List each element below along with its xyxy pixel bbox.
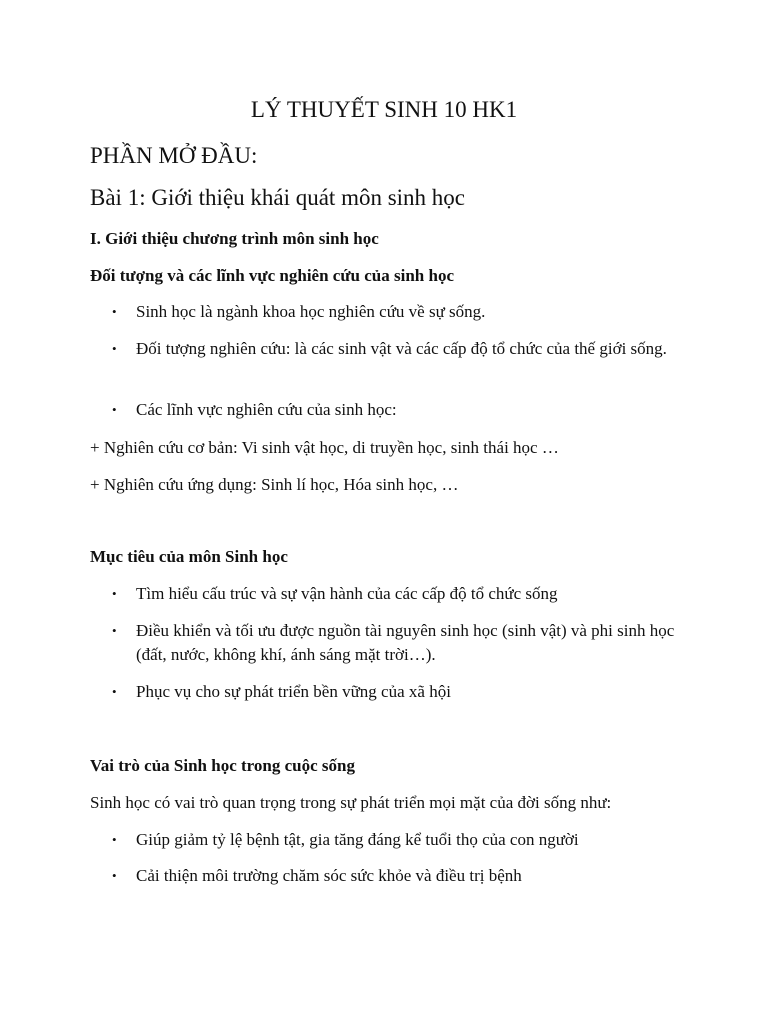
section-2-bullet-list-3 [90,680,690,704]
list-item: • Cải thiện môi trường chăm sóc sức khỏe và điều trị bệnh [90,864,690,888]
section-1-bullet-list-2 [90,337,690,361]
lesson-heading: Bài 1: Giới thiệu khái quát môn sinh học [90,185,466,210]
list-item: • Sinh học là ngành khoa học nghiên cứu về sự sống. [90,300,690,324]
document-title: LÝ THUYẾT SINH 10 HK1 [250,97,518,122]
part-heading: PHẦN MỞ ĐẦU: [90,143,258,168]
section-1-subheading: Đối tượng và các lĩnh vực nghiên cứu của sinh học [90,266,455,285]
list-item: • Giúp giảm tỷ lệ bệnh tật, gia tăng đáng kể tuổi thọ của con người [90,828,690,852]
list-item: • Đối tượng nghiên cứu: là các sinh vật và các cấp độ tổ chức của thế giới sống. [90,337,690,361]
research-line-basic: + Nghiên cứu cơ bản: Vi sinh vật học, di truyền học, sinh thái học … [90,438,559,457]
section-3-bullet-list-2 [90,864,690,888]
section-1-bullet-list [90,300,690,337]
list-item: • Các lĩnh vực nghiên cứu của sinh học: [90,398,690,422]
section-2-bullet-list-2 [90,619,690,667]
section-3-heading: Vai trò của Sinh học trong cuộc sống [90,756,355,775]
section-1-heading: I. Giới thiệu chương trình môn sinh học [90,229,379,248]
section-2-bullet-list [90,582,690,606]
section-3-intro: Sinh học có vai trò quan trọng trong sự phát triển mọi mặt của đời sống như: [90,793,612,812]
list-item: • Phục vụ cho sự phát triển bền vững của xã hội [90,680,690,704]
section-2-heading: Mục tiêu của môn Sinh học [90,547,288,566]
research-line-applied: + Nghiên cứu ứng dụng: Sinh lí học, Hóa sinh học, … [90,475,459,494]
list-item: • Tìm hiểu cấu trúc và sự vận hành của các cấp độ tổ chức sống [90,582,690,606]
section-3-bullet-list [90,828,690,852]
section-1-bullet-list-3 [90,398,690,422]
list-item: • Điều khiển và tối ưu được nguồn tài nguyên sinh học (sinh vật) và phi sinh học (đất, nước, không khí, ánh sáng mặt trời…). [90,619,690,667]
